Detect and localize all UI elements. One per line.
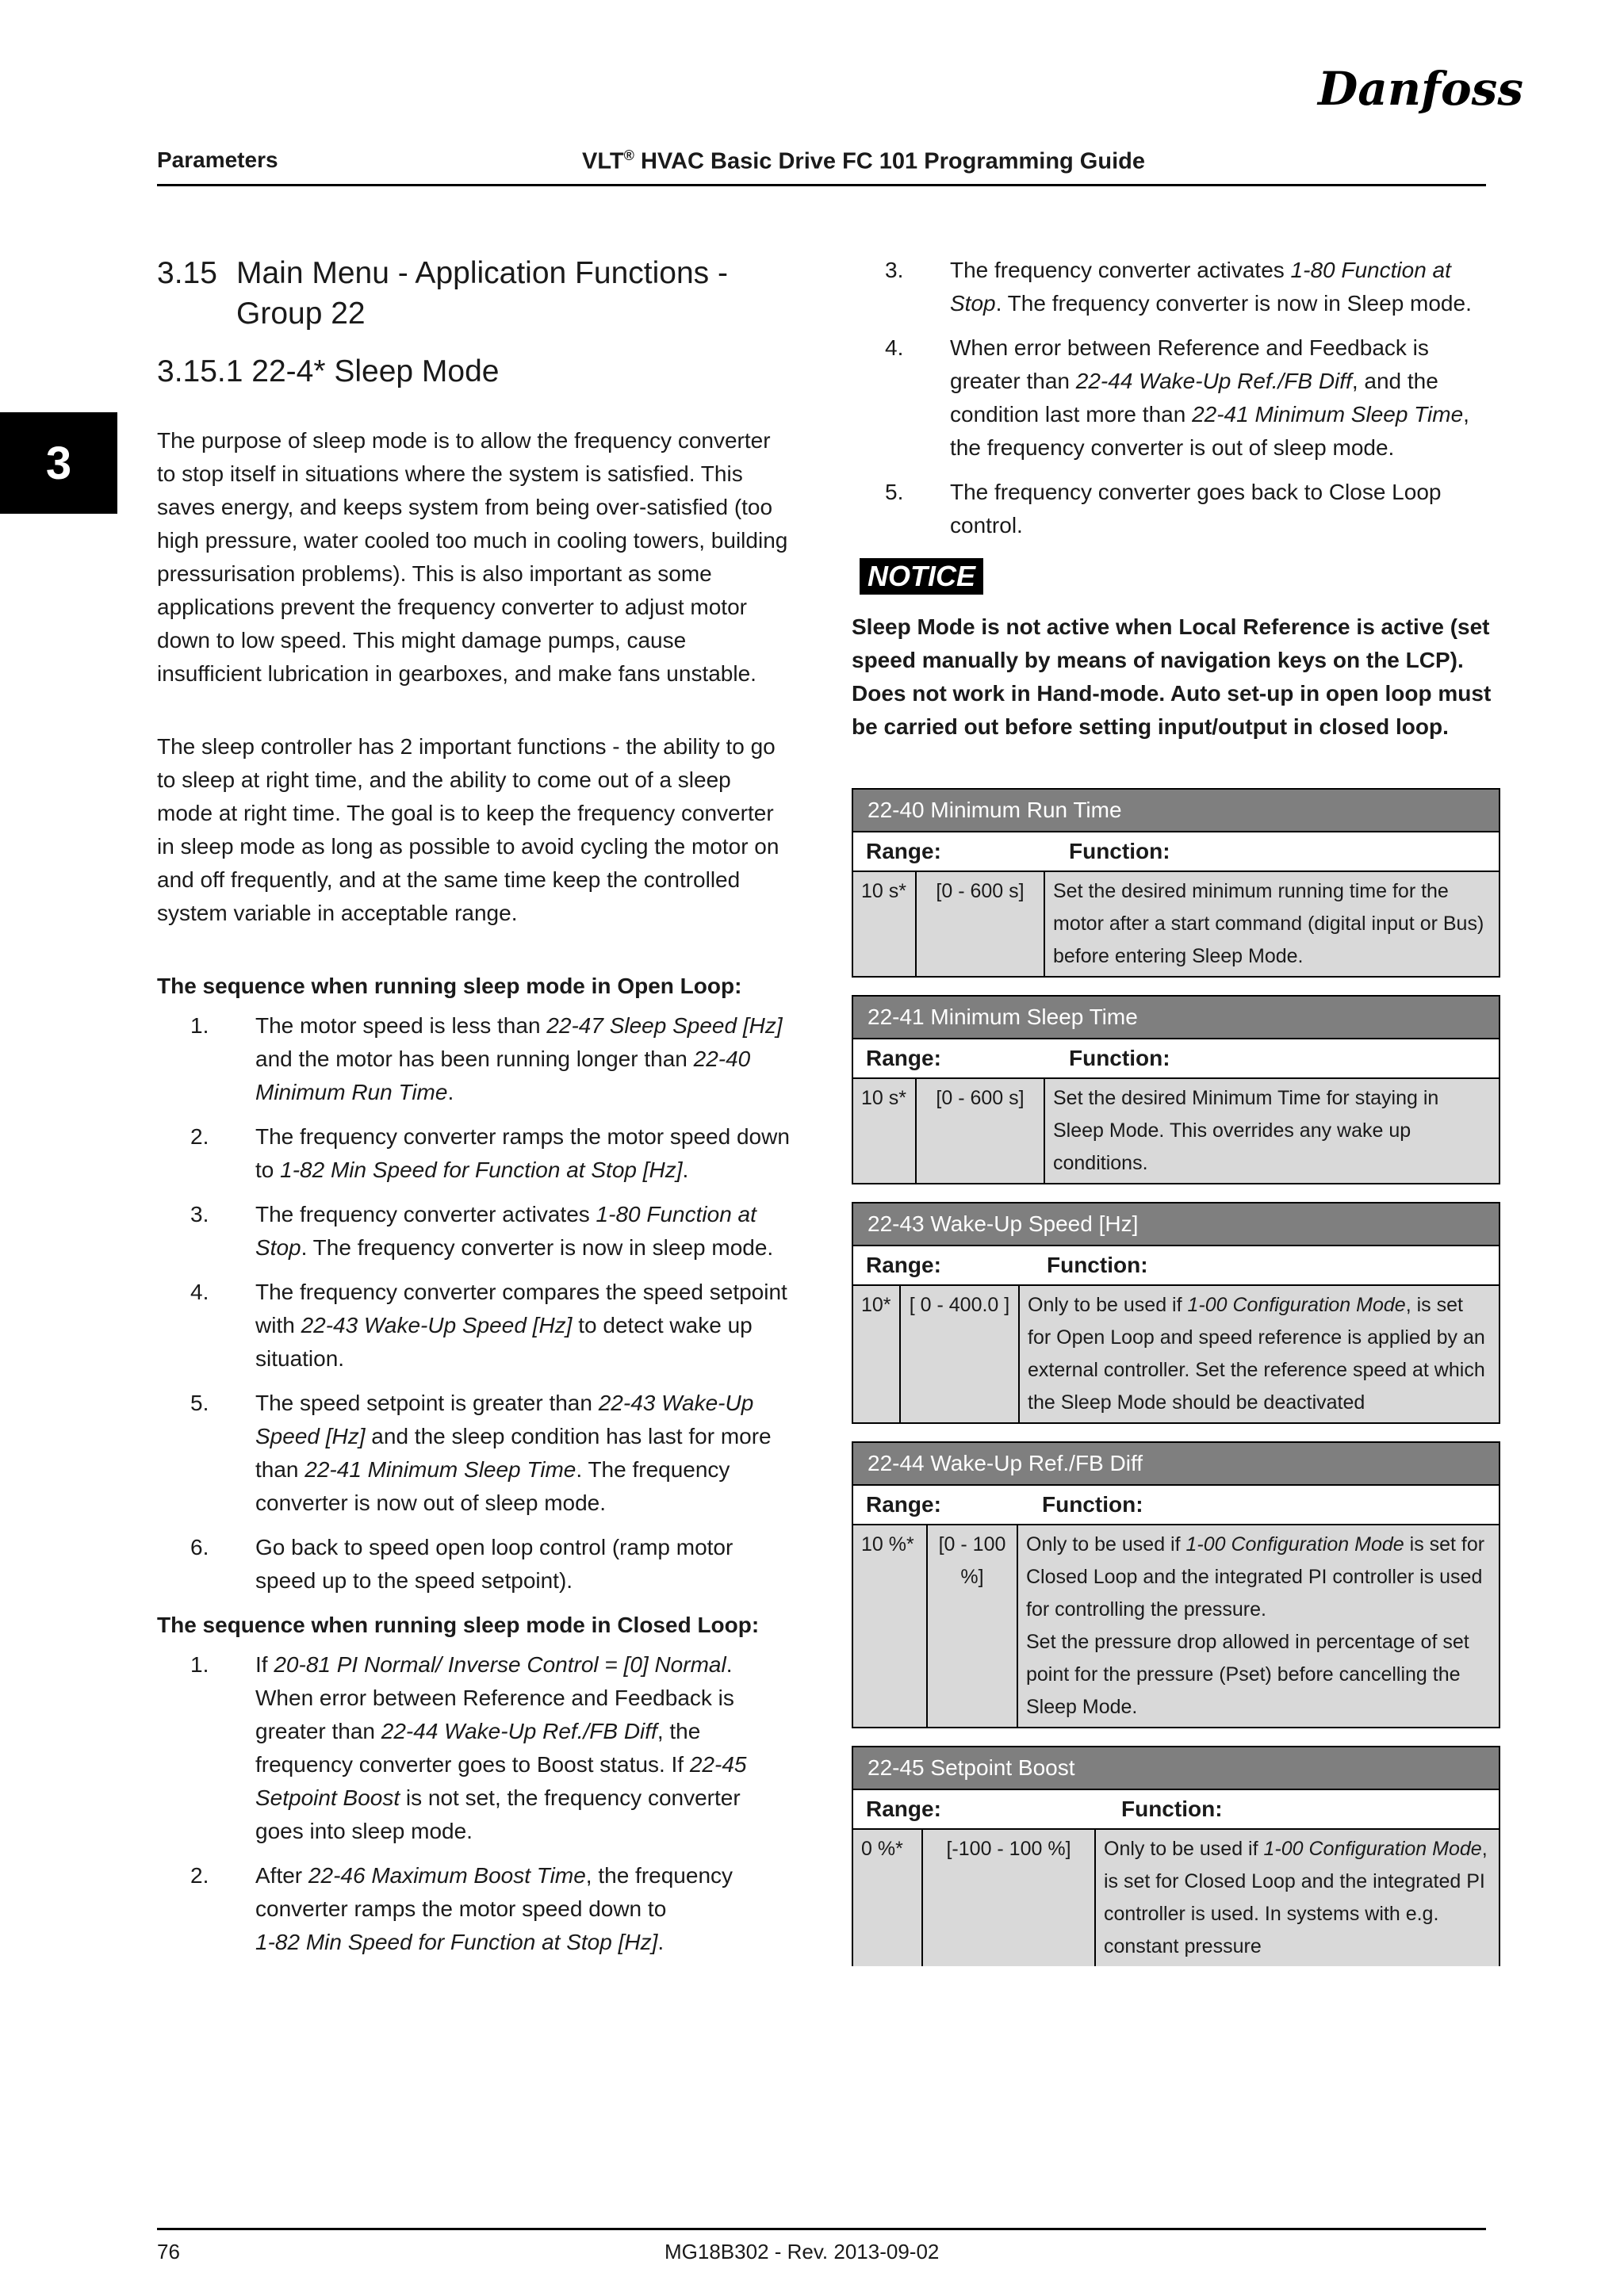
list-item: 3. The frequency converter activates 1-80 Function at Stop. The frequency converter is now in sleep mode. bbox=[190, 1202, 774, 1261]
open-loop-list bbox=[157, 1009, 791, 1598]
param-range-header: Range: Function: bbox=[852, 1485, 1500, 1525]
param-default: 10 s* bbox=[852, 1078, 916, 1184]
param-table-22-43 bbox=[852, 1202, 1500, 1424]
param-function: Only to be used if 1-00 Configuration Mode, is set for Closed Loop and the integrated PI controller is used. In systems with e.g. constant pressure bbox=[1095, 1829, 1500, 1966]
right-column bbox=[852, 254, 1492, 1984]
param-range: [-100 - 100 %] bbox=[922, 1829, 1095, 1966]
header-section: Parameters bbox=[157, 147, 278, 172]
param-range: [0 - 600 s] bbox=[916, 871, 1044, 977]
param-title: 22-43 Wake-Up Speed [Hz] bbox=[852, 1203, 1500, 1246]
open-loop-heading: The sequence when running sleep mode in Open Loop: bbox=[157, 974, 742, 999]
param-range: [0 - 600 s] bbox=[916, 1078, 1044, 1184]
param-table-22-40 bbox=[852, 788, 1500, 978]
param-range-header: Range: Function: bbox=[852, 832, 1500, 871]
left-column bbox=[157, 254, 791, 1970]
subsection-heading: 3.15.1 22-4* Sleep Mode bbox=[157, 354, 500, 389]
closed-loop-heading: The sequence when running sleep mode in Closed Loop: bbox=[157, 1613, 760, 1638]
param-title: 22-41 Minimum Sleep Time bbox=[852, 996, 1500, 1039]
footer-rule bbox=[157, 2228, 1486, 2230]
param-range-header: Range: Function: bbox=[852, 1039, 1500, 1078]
list-item: 1. If 20-81 PI Normal/ Inverse Control = [0] Normal. When error between Reference and Feedback is greater than 22-44 Wake-Up Ref./FB Diff, the frequency converter goes to Boost status. If 22-45 Setpoint Boost is not set, the frequency converter goes into sleep mode. bbox=[190, 1652, 747, 1844]
list-item: 3. The frequency converter activates 1-80 Function at Stop. The frequency converter is now in Sleep mode. bbox=[885, 258, 1472, 316]
param-function: Set the desired minimum running time for the motor after a start command (digital input or Bus) before entering Sleep Mode. bbox=[1044, 871, 1500, 977]
closed-loop-list bbox=[157, 1648, 791, 1959]
list-item: 6. Go back to speed open loop control (ramp motor speed up to the speed setpoint). bbox=[190, 1535, 733, 1594]
param-title: 22-44 Wake-Up Ref./FB Diff bbox=[852, 1442, 1500, 1485]
param-range-header: Range: Function: bbox=[852, 1246, 1500, 1285]
param-default: 10 %* bbox=[852, 1525, 927, 1728]
param-default: 10* bbox=[852, 1285, 900, 1423]
param-range: [ 0 - 400.0 ] bbox=[900, 1285, 1019, 1423]
chapter-tab: 3 bbox=[0, 412, 117, 514]
header-title: VLT® HVAC Basic Drive FC 101 Programming Guide bbox=[582, 147, 1145, 174]
brand-wordmark: Danfoss bbox=[1318, 62, 1523, 116]
list-item: 4. The frequency converter compares the speed setpoint with 22-43 Wake-Up Speed [Hz] to detect wake up situation. bbox=[190, 1280, 787, 1372]
param-table-22-45 bbox=[852, 1746, 1500, 1966]
page-number: 76 bbox=[157, 2240, 180, 2263]
param-function: Only to be used if 1-00 Configuration Mode, is set for Open Loop and speed reference is applied by an external controller. Set the reference speed at which the Sleep Mode should be deactivated bbox=[1019, 1285, 1500, 1423]
list-item: 5. The speed setpoint is greater than 22-43 Wake-Up Speed [Hz] and the sleep condition has last for more than 22-41 Minimum Sleep Time. The frequency converter is now out of sleep mode. bbox=[190, 1391, 772, 1516]
paragraph-controller: The sleep controller has 2 important functions - the ability to go to sleep at right time, and the ability to come out of a sleep mode at right time. The goal is to keep the frequency converter in sleep mode as long as possible to avoid cycling the motor on and off frequently, and at the same time keep the controlled system variable in acceptable range. bbox=[157, 734, 779, 926]
document-id: MG18B302 - Rev. 2013-09-02 bbox=[665, 2240, 940, 2263]
paragraph-purpose: The purpose of sleep mode is to allow the frequency converter to stop itself in situations where the system is satisfied. This saves energy, and keeps system from being over-satisfied (too high pressure, water cooled too much in cooling towers, building pressurisation problems). This is also important as some applications prevent the frequency converter to adjust motor down to low speed. This might damage pumps, cause insufficient lubrication in gearboxes, and make fans unstable. bbox=[157, 428, 788, 687]
closed-loop-list-continued bbox=[852, 254, 1492, 542]
param-range-header: Range: Function: bbox=[852, 1789, 1500, 1829]
param-range: [0 - 100 %] bbox=[927, 1525, 1017, 1728]
param-title: 22-40 Minimum Run Time bbox=[852, 789, 1500, 832]
param-default: 0 %* bbox=[852, 1829, 922, 1966]
danfoss-logo bbox=[1315, 57, 1523, 119]
list-item: 4. When error between Reference and Feedback is greater than 22-44 Wake-Up Ref./FB Diff, and the condition last more than 22-41 Minimum Sleep Time, the frequency converter is out of sleep mode. bbox=[885, 335, 1469, 460]
notice-text: Sleep Mode is not active when Local Reference is active (set speed manually by means of navigation keys on the LCP). Does not work in Hand-mode. Auto set-up in open loop must be carried out before setting input/output in closed loop. bbox=[852, 614, 1492, 739]
list-item: 1. The motor speed is less than 22-47 Sleep Speed [Hz] and the motor has been running longer than 22-40 Minimum Run Time. bbox=[190, 1013, 783, 1105]
param-function: Only to be used if 1-00 Configuration Mode is set for Closed Loop and the integrated PI controller is used for controlling the pressure. Set the pressure drop allowed in percentage of set point for the pressure (Pset) before cancelling the Sleep Mode. bbox=[1017, 1525, 1500, 1728]
section-heading: 3.15 Main Menu - Application Functions - Group 22 bbox=[157, 256, 728, 331]
notice-label: NOTICE bbox=[860, 558, 983, 595]
param-default: 10 s* bbox=[852, 871, 916, 977]
header-rule bbox=[157, 184, 1486, 186]
list-item: 5. The frequency converter goes back to Close Loop control. bbox=[885, 480, 1442, 538]
param-function: Set the desired Minimum Time for staying in Sleep Mode. This overrides any wake up conditions. bbox=[1044, 1078, 1500, 1184]
param-table-22-44 bbox=[852, 1441, 1500, 1728]
list-item: 2. After 22-46 Maximum Boost Time, the frequency converter ramps the motor speed down to 1-82 Min Speed for Function at Stop [Hz]. bbox=[190, 1863, 733, 1955]
param-title: 22-45 Setpoint Boost bbox=[852, 1747, 1500, 1789]
param-table-22-41 bbox=[852, 995, 1500, 1184]
list-item: 2. The frequency converter ramps the motor speed down to 1-82 Min Speed for Function at Stop [Hz]. bbox=[190, 1124, 790, 1183]
